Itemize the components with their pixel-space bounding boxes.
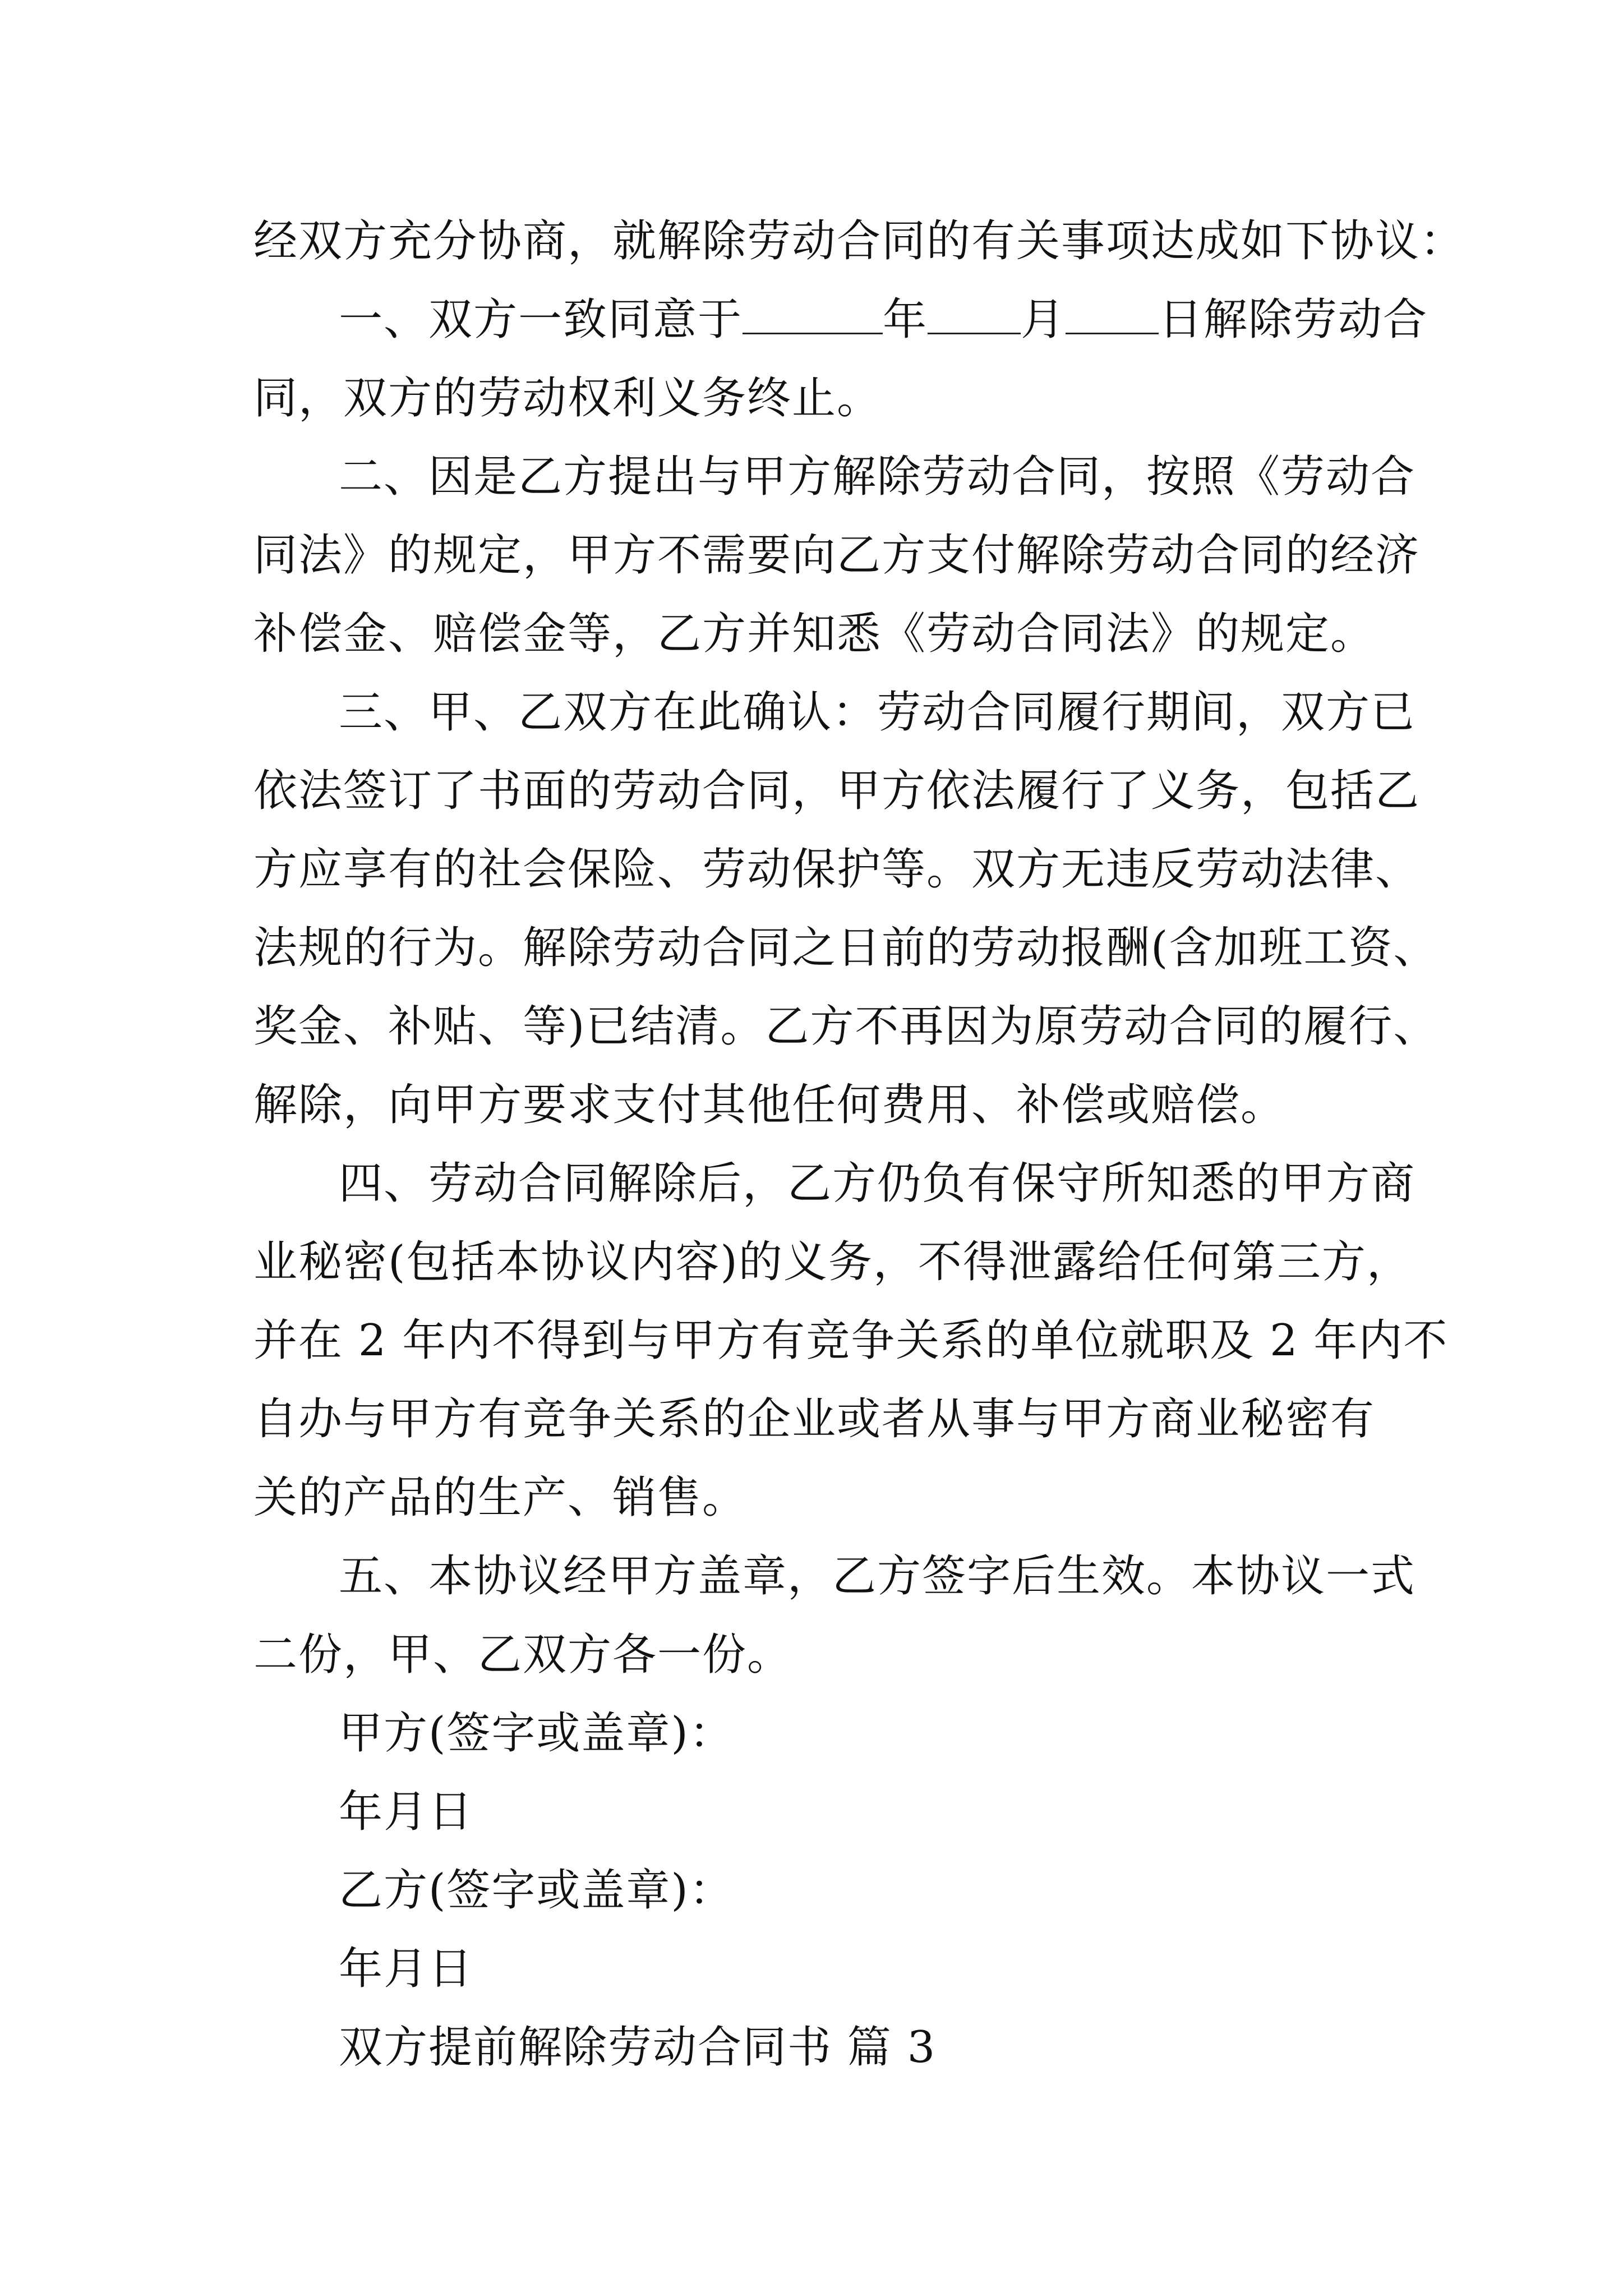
- party-a-signature: 甲方(签字或盖章)：: [339, 1708, 734, 1759]
- clause-3-line-6: 解除，向甲方要求支付其他任何费用、补偿或赔偿。: [253, 1080, 1286, 1130]
- next-section-title: 双方提前解除劳动合同书 篇 3: [339, 2022, 937, 2073]
- year-label: 年: [883, 295, 928, 345]
- clause-5-line-2: 二份，甲、乙双方各一份。: [253, 1630, 792, 1680]
- clause-4-line-4: 自办与甲方有竞争关系的企业或者从事与甲方商业秘密有: [253, 1394, 1376, 1444]
- intro-paragraph: 经双方充分协商，就解除劳动合同的有关事项达成如下协议：: [253, 216, 1465, 266]
- clause-1-line-1: [339, 292, 1428, 348]
- clause-5-line-1: 五、本协议经甲方盖章，乙方签字后生效。本协议一式: [339, 1551, 1416, 1602]
- clause-4-line-3: 并在 2 年内不得到与甲方有竞争关系的单位就职及 2 年内不: [253, 1315, 1449, 1366]
- month-blank: [928, 293, 1021, 334]
- clause-3-line-3: 方应享有的社会保险、劳动保护等。双方无违反劳动法律、: [253, 844, 1421, 895]
- clause-4-line-1: 四、劳动合同解除后，乙方仍负有保守所知悉的甲方商: [339, 1158, 1416, 1209]
- clause-3-line-2: 依法签订了书面的劳动合同，甲方依法履行了义务，包括乙: [253, 766, 1421, 816]
- clause-3-line-1: 三、甲、乙双方在此确认：劳动合同履行期间，双方已: [339, 687, 1416, 738]
- clause-4-line-2: 业秘密(包括本协议内容)的义务，不得泄露给任何第三方，: [253, 1237, 1412, 1287]
- party-b-date: 年月日: [339, 1944, 474, 1994]
- clause-1-day-rest: 日解除劳动合: [1159, 295, 1428, 345]
- party-a-date: 年月日: [339, 1787, 474, 1837]
- party-b-signature: 乙方(签字或盖章)：: [339, 1865, 734, 1916]
- clause-3-line-4: 法规的行为。解除劳动合同之日前的劳动报酬(含加班工资、: [253, 923, 1438, 973]
- clause-3-line-5: 奖金、补贴、等)已结清。乙方不再因为原劳动合同的履行、: [253, 1001, 1438, 1052]
- day-blank: [1066, 293, 1159, 334]
- clause-2-line-2: 同法》的规定，甲方不需要向乙方支付解除劳动合同的经济: [253, 530, 1421, 581]
- month-label: 月: [1021, 295, 1066, 345]
- clause-1-line-2: 同，双方的劳动权利义务终止。: [253, 373, 882, 424]
- clause-1-prefix: 一、双方一致同意于: [339, 295, 743, 345]
- clause-4-line-5: 关的产品的生产、销售。: [253, 1473, 748, 1523]
- clause-2-line-3: 补偿金、赔偿金等，乙方并知悉《劳动合同法》的规定。: [253, 609, 1376, 659]
- year-blank: [743, 293, 883, 334]
- clause-2-line-1: 二、因是乙方提出与甲方解除劳动合同，按照《劳动合: [339, 452, 1416, 502]
